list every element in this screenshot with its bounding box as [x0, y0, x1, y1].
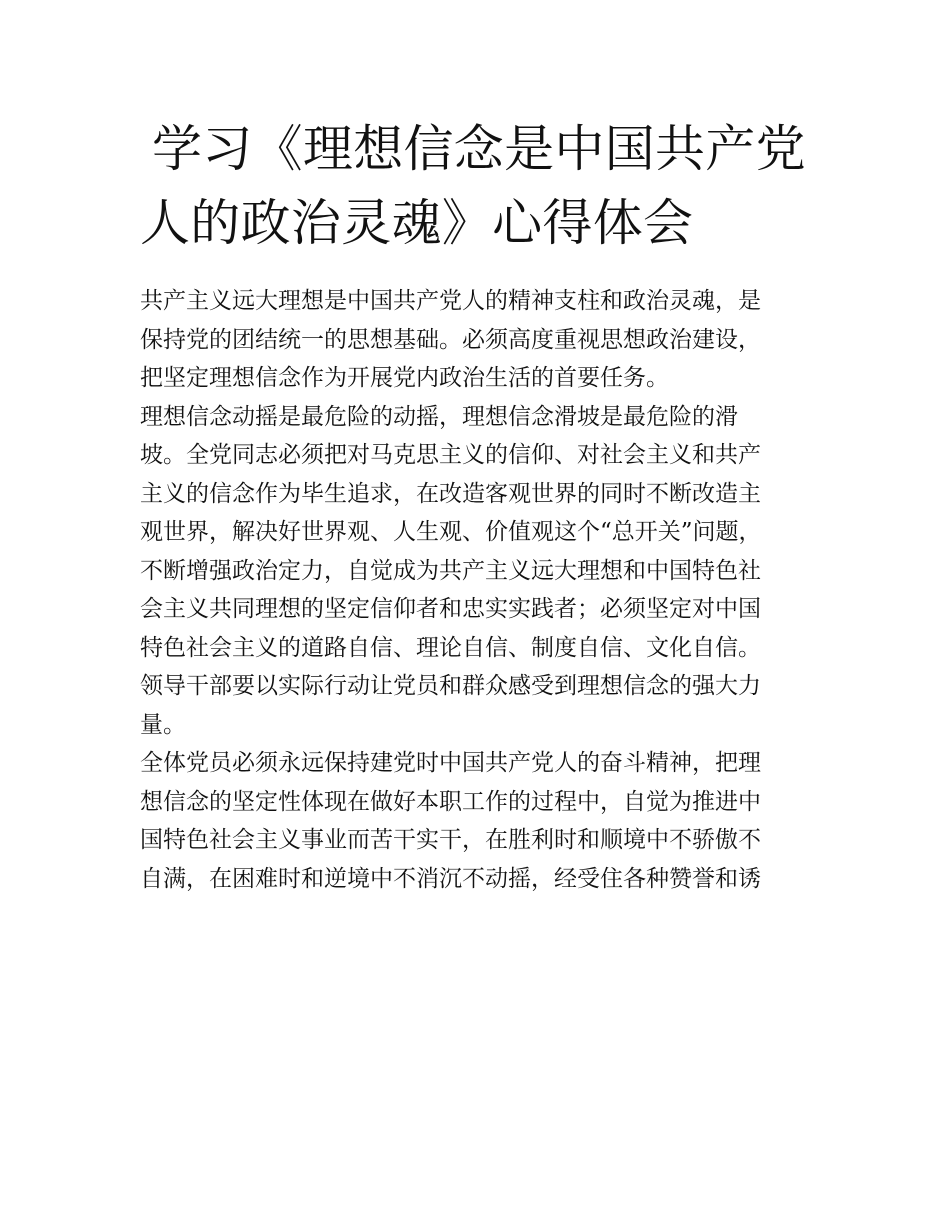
text-line: 共产主义远大理想是中国共产党人的精神支柱和政治灵魂，是	[140, 288, 761, 314]
text-line: 自满，在困难时和逆境中不消沉不动摇，经受住各种赞誉和诱	[140, 865, 761, 892]
document-body	[140, 282, 820, 898]
text-line: 领导干部要以实际行动让党员和群众感受到理想信念的强大力	[140, 673, 761, 699]
paragraph-1	[140, 282, 820, 398]
text-line: 把坚定理想信念作为开展党内政治生活的首要任务。	[140, 365, 669, 391]
text-line: 保持党的团结统一的思想基础。必须高度重视思想政治建设，	[140, 326, 761, 353]
paragraph-3	[140, 744, 820, 898]
text-line: 国特色社会主义事业而苦干实干，在胜利时和顺境中不骄傲不	[140, 827, 761, 853]
text-line: 想信念的坚定性体现在做好本职工作的过程中，自觉为推进中	[140, 788, 761, 815]
text-line: 观世界，解决好世界观、人生观、价值观这个“总开关”问题，	[140, 519, 762, 545]
text-line: 坡。全党同志必须把对马克思主义的信仰、对社会主义和共产	[140, 442, 761, 468]
text-line: 主义的信念作为毕生追求，在改造客观世界的同时不断改造主	[140, 480, 761, 507]
text-line: 会主义共同理想的坚定信仰者和忠实实践者；必须坚定对中国	[140, 596, 761, 622]
text-line: 不断增强政治定力，自觉成为共产主义远大理想和中国特色社	[140, 557, 761, 584]
document-title	[140, 112, 820, 260]
text-line: 全体党员必须永远保持建党时中国共产党人的奋斗精神，把理	[140, 750, 761, 776]
text-line: 理想信念动摇是最危险的动摇，理想信念滑坡是最危险的滑	[140, 403, 738, 430]
paragraph-2	[140, 398, 820, 745]
title-line-2: 人的政治灵魂》心得体会	[140, 194, 694, 252]
text-line: 量。	[140, 711, 186, 738]
title-line-1: 学习《理想信念是中国共产党	[152, 120, 806, 178]
text-line: 特色社会主义的道路自信、理论自信、制度自信、文化自信。	[140, 634, 761, 661]
